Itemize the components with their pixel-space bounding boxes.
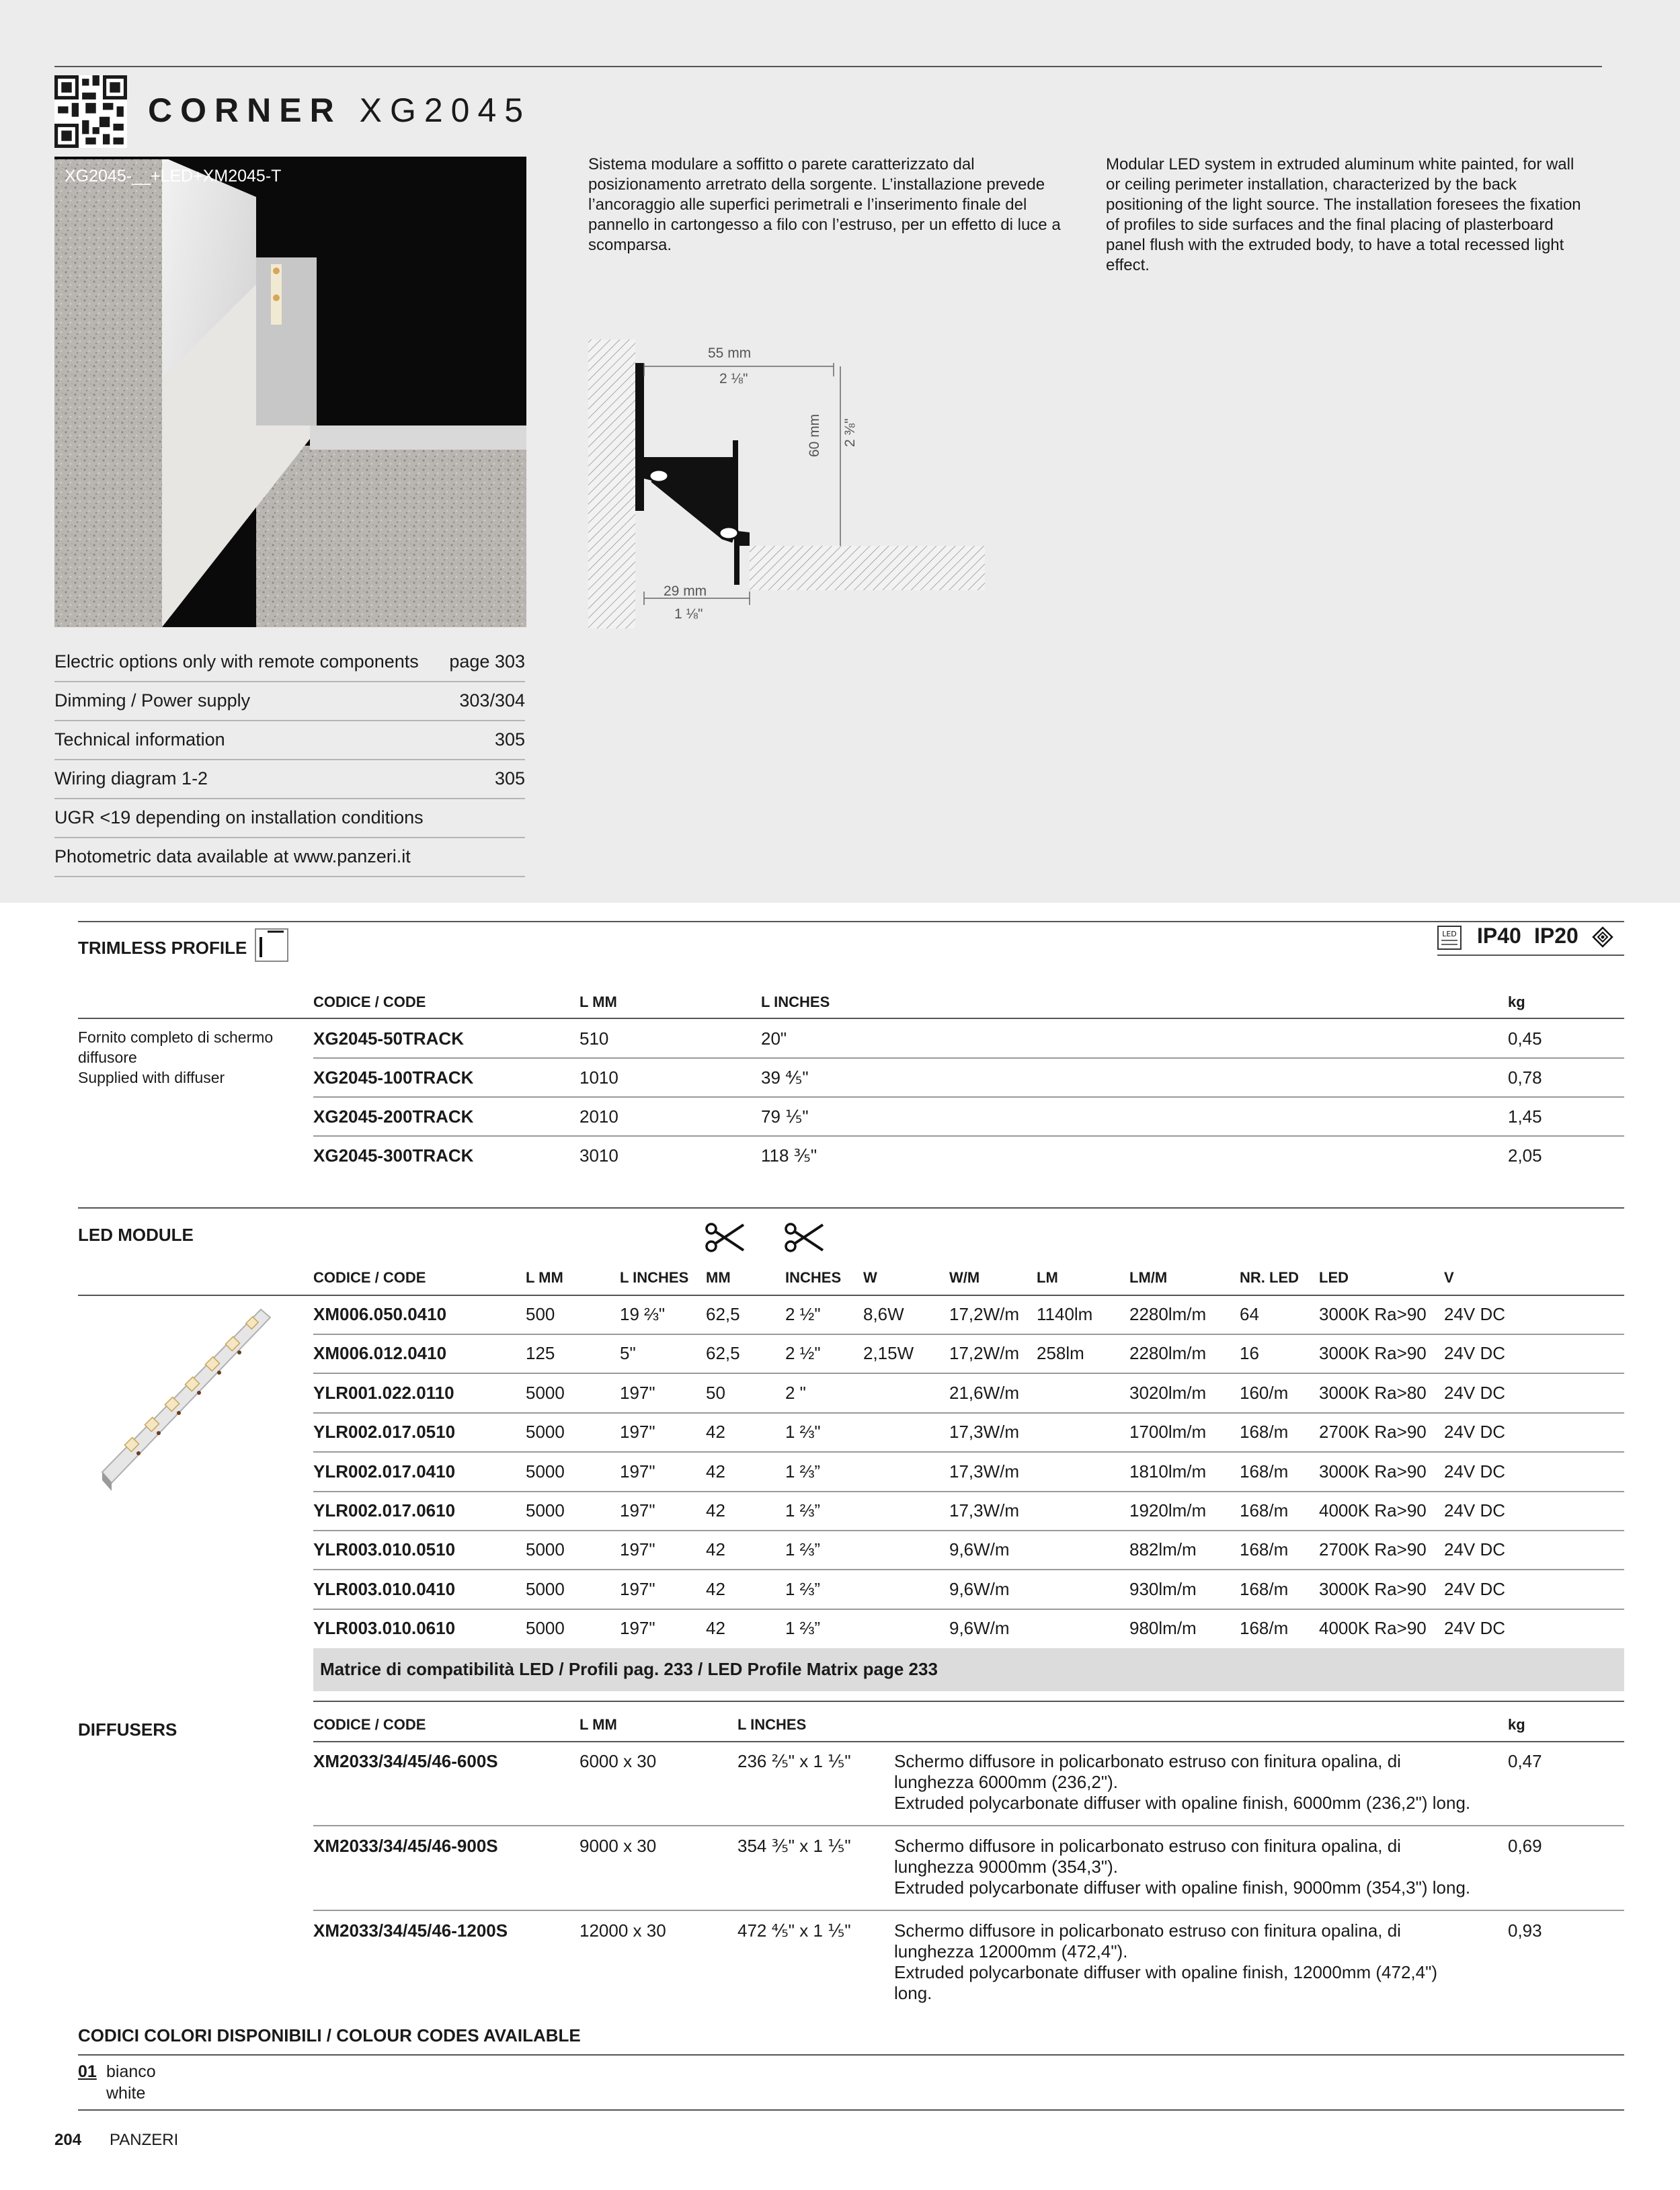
colour-name-english: white [106, 2084, 146, 2103]
diffuser-description: Schermo diffusore in policarbonato estruso con finitura opalina, di [894, 1751, 1401, 1771]
led-cut-inches: 1 ⅔” [785, 1618, 821, 1639]
led-cut-inches: 1 ⅔” [785, 1578, 821, 1599]
led-lumen-per-m: 1920lm/m [1129, 1500, 1207, 1520]
colour-code: 01 [78, 2062, 97, 2081]
led-length-mm: 5000 [526, 1618, 565, 1639]
led-cut-mm: 42 [706, 1618, 725, 1639]
led-watt-per-m: 21,6W/m [949, 1382, 1020, 1403]
trimless-profile-icon [254, 928, 289, 963]
led-watt-per-m: 17,3W/m [949, 1422, 1020, 1443]
trimless-length-inches: 118 ⅗" [761, 1145, 817, 1166]
led-cut-mm: 42 [706, 1500, 725, 1520]
option-row [54, 681, 525, 721]
diffuser-description: Schermo diffusore in policarbonato estruso con finitura opalina, di [894, 1836, 1401, 1856]
diffuser-length-inches: 236 ⅖" x 1 ⅕" [737, 1751, 851, 1771]
diffuser-description: Extruded polycarbonate diffuser with opaline finish, 9000mm (354,3") long. [894, 1877, 1471, 1898]
led-lumen-per-m: 2280lm/m [1129, 1343, 1207, 1364]
led-cut-mm: 42 [706, 1578, 725, 1599]
led-voltage: 24V DC [1444, 1539, 1506, 1560]
led-voltage: 24V DC [1444, 1618, 1506, 1639]
led-colour-temp: 4000K Ra>90 [1319, 1618, 1427, 1639]
led-cut-inches: 1 ⅔” [785, 1539, 821, 1560]
diffuser-weight: 0,47 [1508, 1751, 1542, 1771]
led-colour-temp: 2700K Ra>90 [1319, 1539, 1427, 1560]
diffuser-description: long. [894, 1983, 932, 2003]
option-page: 305 [494, 768, 525, 788]
led-header-mm: MM [706, 1269, 731, 1286]
led-cut-inches: 1 ⅔” [785, 1500, 821, 1520]
led-header-linch: L INCHES [620, 1269, 689, 1286]
option-label: Dimming / Power supply [54, 690, 251, 711]
diff-header-code: CODICE / CODE [313, 1716, 426, 1733]
led-row-rule [313, 1491, 1624, 1492]
diffuser-description: Extruded polycarbonate diffuser with opaline finish, 12000mm (472,4") [894, 1962, 1437, 1982]
led-lumen: 1140lm [1037, 1304, 1093, 1324]
led-strip-photo [94, 1297, 296, 1499]
led-colour-temp: 3000K Ra>90 [1319, 1304, 1427, 1324]
trimless-length-mm: 2010 [579, 1106, 618, 1127]
diffuser-weight: 0,69 [1508, 1836, 1542, 1856]
trimless-header-code: CODICE / CODE [313, 993, 426, 1010]
led-code: YLR001.022.0110 [313, 1382, 454, 1403]
colour-name-italian: bianco [106, 2062, 156, 2081]
led-count: 168/m [1240, 1618, 1289, 1639]
led-code: XM006.050.0410 [313, 1304, 447, 1324]
led-code: YLR003.010.0410 [313, 1578, 456, 1599]
led-length-mm: 5000 [526, 1539, 565, 1560]
led-length-mm: 5000 [526, 1500, 565, 1520]
trimless-length-mm: 3010 [579, 1145, 618, 1166]
diffuser-length-mm: 12000 x 30 [579, 1920, 666, 1941]
led-count: 64 [1240, 1304, 1259, 1324]
led-count: 168/m [1240, 1539, 1289, 1560]
led-length-inches: 197" [620, 1500, 655, 1520]
led-row-rule [313, 1569, 1624, 1570]
led-lumen-per-m: 930lm/m [1129, 1578, 1197, 1599]
diff-header-linch: L INCHES [737, 1716, 807, 1733]
led-header-v: V [1444, 1269, 1454, 1286]
trimless-length-mm: 510 [579, 1028, 609, 1049]
led-row-rule [313, 1609, 1624, 1610]
title-code: XG2045 [359, 91, 532, 129]
option-label: Photometric data available at www.panzeri.it [54, 846, 411, 866]
led-header-lmm2: LM/M [1129, 1269, 1168, 1286]
led-length-mm: 5000 [526, 1578, 565, 1599]
colour-codes-bottom-rule [78, 2109, 1624, 2111]
trimless-length-inches: 39 ⅘" [761, 1067, 809, 1088]
led-lumen-per-m: 2280lm/m [1129, 1304, 1207, 1324]
top-rule [54, 66, 1602, 67]
page-number: 204 [54, 2131, 82, 2149]
led-lumen-per-m: 980lm/m [1129, 1618, 1197, 1639]
led-count: 168/m [1240, 1578, 1289, 1599]
trimless-length-mm: 1010 [579, 1067, 618, 1088]
led-cut-inches: 2 ½" [785, 1304, 821, 1324]
led-length-mm: 500 [526, 1304, 555, 1324]
diffuser-code: XM2033/34/45/46-900S [313, 1836, 498, 1856]
led-row-rule [313, 1530, 1624, 1531]
led-header-code: CODICE / CODE [313, 1269, 426, 1286]
option-label: Wiring diagram 1-2 [54, 768, 208, 788]
led-watt-per-m: 17,2W/m [949, 1343, 1020, 1364]
led-count: 168/m [1240, 1461, 1289, 1482]
led-cut-inches: 2 ½" [785, 1343, 821, 1364]
trimless-header-linch: L INCHES [761, 993, 830, 1010]
option-page: page 303 [449, 651, 525, 672]
led-watt-per-m: 17,3W/m [949, 1500, 1020, 1520]
trimless-weight: 2,05 [1508, 1145, 1542, 1166]
led-title: LED MODULE [78, 1225, 194, 1245]
diffuser-length-mm: 6000 x 30 [579, 1751, 657, 1771]
led-cut-inches: 2 " [785, 1382, 806, 1403]
diffusers-title: DIFFUSERS [78, 1719, 177, 1740]
dim-height-mm: 60 mm [807, 413, 822, 457]
option-page: 305 [494, 729, 525, 749]
led-watt-per-m: 9,6W/m [949, 1618, 1010, 1639]
led-count: 160/m [1240, 1382, 1289, 1403]
trimless-note-italian: Fornito completo di schermo diffusore [78, 1028, 274, 1066]
led-header-lm: LM [1037, 1269, 1058, 1286]
led-length-inches: 197" [620, 1461, 655, 1482]
scissors-icon-2 [784, 1221, 826, 1254]
colour-codes-title: CODICI COLORI DISPONIBILI / COLOUR CODES AVAILABLE [78, 2025, 581, 2045]
led-length-inches: 197" [620, 1422, 655, 1443]
led-watt-per-m: 17,3W/m [949, 1461, 1020, 1482]
title-name: CORNER [148, 91, 342, 129]
trimless-weight: 0,45 [1508, 1028, 1542, 1049]
ip-rating-1: IP40 [1477, 924, 1521, 948]
diffuser-description: Schermo diffusore in policarbonato estruso con finitura opalina, di [894, 1920, 1401, 1941]
ratings-underline [1437, 955, 1624, 956]
diffuser-weight: 0,93 [1508, 1920, 1542, 1941]
led-length-mm: 5000 [526, 1461, 565, 1482]
led-colour-temp: 4000K Ra>90 [1319, 1500, 1427, 1520]
diffuser-description: lunghezza 12000mm (472,4"). [894, 1941, 1128, 1961]
led-lumen-per-m: 3020lm/m [1129, 1382, 1207, 1403]
led-cut-mm: 62,5 [706, 1343, 740, 1364]
dim-height-in: 2 ⅜" [842, 418, 858, 447]
led-cut-mm: 42 [706, 1461, 725, 1482]
trimless-header-rule [78, 1018, 1624, 1019]
option-page: 303/304 [459, 690, 525, 711]
led-code: YLR003.010.0510 [313, 1539, 456, 1560]
led-watt: 2,15W [863, 1343, 914, 1364]
diffuser-description: Extruded polycarbonate diffuser with opaline finish, 6000mm (236,2") long. [894, 1793, 1471, 1813]
description-english: Modular LED system in extruded aluminum white painted, for wall or ceiling perimeter installation, characterized by the back positioning of the light source. The installation foresees the fixation of profiles to side surfaces and the final placing of plasterboard panel flush with the extruded body, to have a total recessed light effect. [1106, 155, 1581, 274]
ip-rating-2: IP20 [1534, 924, 1578, 948]
diff-header-lmm: L MM [579, 1716, 617, 1733]
trimless-code: XG2045-100TRACK [313, 1067, 474, 1088]
led-watt-per-m: 17,2W/m [949, 1304, 1020, 1324]
trimless-header-kg: kg [1508, 993, 1525, 1010]
option-label: Technical information [54, 729, 225, 749]
trimless-title: TRIMLESS PROFILE [78, 938, 247, 958]
led-voltage: 24V DC [1444, 1461, 1506, 1482]
trimless-code: XG2045-300TRACK [313, 1145, 474, 1166]
led-colour-temp: 2700K Ra>90 [1319, 1422, 1427, 1443]
led-count: 168/m [1240, 1500, 1289, 1520]
trimless-top-rule [78, 921, 1624, 922]
diffusers-top-rule [313, 1701, 1624, 1702]
led-length-inches: 197" [620, 1539, 655, 1560]
trimless-code: XG2045-50TRACK [313, 1028, 464, 1049]
led-length-inches: 197" [620, 1578, 655, 1599]
trimless-row-rule [313, 1135, 1624, 1137]
led-header-lmm: L MM [526, 1269, 563, 1286]
brand-name: PANZERI [110, 2131, 179, 2149]
led-cut-mm: 42 [706, 1422, 725, 1443]
led-code: YLR002.017.0410 [313, 1461, 456, 1482]
dim-width-in: 2 ⅛" [719, 371, 748, 387]
profile-section-drawing [585, 336, 988, 632]
trimless-weight: 1,45 [1508, 1106, 1542, 1127]
matrix-text: Matrice di compatibilità LED / Profili pag. 233 / LED Profile Matrix page 233 [320, 1659, 938, 1679]
led-watt: 8,6W [863, 1304, 904, 1324]
led-header-inches: INCHES [785, 1269, 842, 1286]
option-row [54, 798, 525, 838]
led-cut-mm: 42 [706, 1539, 725, 1560]
dim-depth-mm: 29 mm [664, 583, 707, 599]
diffuser-row-rule [313, 1825, 1624, 1826]
diffuser-description: lunghezza 6000mm (236,2"). [894, 1772, 1118, 1792]
photo-caption: XG2045-__+LED+XM2045-T [65, 167, 282, 186]
led-cut-mm: 50 [706, 1382, 725, 1403]
led-voltage: 24V DC [1444, 1578, 1506, 1599]
qr-code-icon [54, 75, 127, 148]
led-code: YLR002.017.0610 [313, 1500, 456, 1520]
compatibility-matrix-note [313, 1648, 1624, 1691]
trimless-weight: 0,78 [1508, 1067, 1542, 1088]
led-voltage: 24V DC [1444, 1343, 1506, 1364]
dim-width-mm: 55 mm [708, 346, 752, 361]
led-row-rule [313, 1334, 1624, 1335]
diffuser-row-rule [313, 1910, 1624, 1911]
trimless-code: XG2045-200TRACK [313, 1106, 474, 1127]
led-voltage: 24V DC [1444, 1500, 1506, 1520]
diffuser-length-inches: 472 ⅘" x 1 ⅕" [737, 1920, 851, 1941]
led-header-w: W [863, 1269, 877, 1286]
led-length-inches: 5" [620, 1343, 636, 1364]
colour-codes-rule [78, 2054, 1624, 2056]
page-title [148, 91, 531, 130]
diamond-rating-icon [1592, 926, 1613, 948]
option-label: UGR <19 depending on installation conditions [54, 807, 424, 827]
led-header-wm: W/M [949, 1269, 980, 1286]
diff-header-rule [313, 1741, 1624, 1742]
led-lumen: 258lm [1037, 1343, 1084, 1364]
diffuser-length-mm: 9000 x 30 [579, 1836, 657, 1856]
led-code: XM006.012.0410 [313, 1343, 447, 1364]
trimless-length-inches: 79 ⅕" [761, 1106, 809, 1127]
product-photo [54, 157, 526, 627]
led-colour-temp: 3000K Ra>80 [1319, 1382, 1427, 1403]
led-voltage: 24V DC [1444, 1422, 1506, 1443]
led-lumen-per-m: 1810lm/m [1129, 1461, 1207, 1482]
option-row [54, 642, 525, 682]
trimless-length-inches: 20" [761, 1028, 787, 1049]
led-voltage: 24V DC [1444, 1382, 1506, 1403]
led-row-rule [313, 1412, 1624, 1414]
diffuser-length-inches: 354 ⅗" x 1 ⅕" [737, 1836, 851, 1856]
led-watt-per-m: 9,6W/m [949, 1539, 1010, 1560]
trimless-row-rule [313, 1057, 1624, 1059]
option-row [54, 759, 525, 799]
led-length-mm: 5000 [526, 1422, 565, 1443]
led-code: YLR003.010.0610 [313, 1618, 456, 1639]
led-count: 16 [1240, 1343, 1259, 1364]
led-length-inches: 197" [620, 1382, 655, 1403]
diffuser-code: XM2033/34/45/46-1200S [313, 1920, 508, 1941]
led-row-rule [313, 1451, 1624, 1453]
led-lumen-per-m: 1700lm/m [1129, 1422, 1207, 1443]
led-row-rule [313, 1373, 1624, 1374]
led-length-mm: 5000 [526, 1382, 565, 1403]
led-icon [1437, 926, 1462, 950]
option-label: Electric options only with remote components [54, 651, 419, 672]
led-length-inches: 197" [620, 1618, 655, 1639]
led-cut-mm: 62,5 [706, 1304, 740, 1324]
option-row [54, 837, 525, 877]
option-row [54, 720, 525, 760]
led-header-nr: NR. LED [1240, 1269, 1299, 1286]
led-watt-per-m: 9,6W/m [949, 1578, 1010, 1599]
led-top-rule [78, 1207, 1624, 1209]
diffuser-description: lunghezza 9000mm (354,3"). [894, 1857, 1118, 1877]
led-lumen-per-m: 882lm/m [1129, 1539, 1197, 1560]
led-colour-temp: 3000K Ra>90 [1319, 1578, 1427, 1599]
led-icon-label: LED [1442, 930, 1457, 938]
led-header-rule [78, 1295, 1624, 1296]
led-length-mm: 125 [526, 1343, 555, 1364]
led-length-inches: 19 ⅔" [620, 1304, 666, 1324]
led-header-led: LED [1319, 1269, 1349, 1286]
scissors-icon [705, 1221, 746, 1254]
led-colour-temp: 3000K Ra>90 [1319, 1461, 1427, 1482]
trimless-header-lmm: L MM [579, 993, 617, 1010]
led-code: YLR002.017.0510 [313, 1422, 456, 1443]
description-italian: Sistema modulare a soffitto o parete caratterizzato dal posizionamento arretrato della sorgente. L’installazione prevede l’ancoraggio alle superfici perimetrali e l’inserimento finale del pannello in cartongesso a filo con l’estruso, per un effetto di luce a scomparsa. [588, 155, 1061, 254]
led-count: 168/m [1240, 1422, 1289, 1443]
dim-depth-in: 1 ⅛" [674, 606, 703, 622]
led-colour-temp: 3000K Ra>90 [1319, 1343, 1427, 1364]
diffuser-code: XM2033/34/45/46-600S [313, 1751, 498, 1771]
led-cut-inches: 1 ⅔” [785, 1461, 821, 1482]
led-voltage: 24V DC [1444, 1304, 1506, 1324]
diff-header-kg: kg [1508, 1716, 1525, 1733]
trimless-note-english: Supplied with diffuser [78, 1069, 225, 1086]
led-cut-inches: 1 ⅔" [785, 1422, 821, 1443]
trimless-row-rule [313, 1096, 1624, 1098]
